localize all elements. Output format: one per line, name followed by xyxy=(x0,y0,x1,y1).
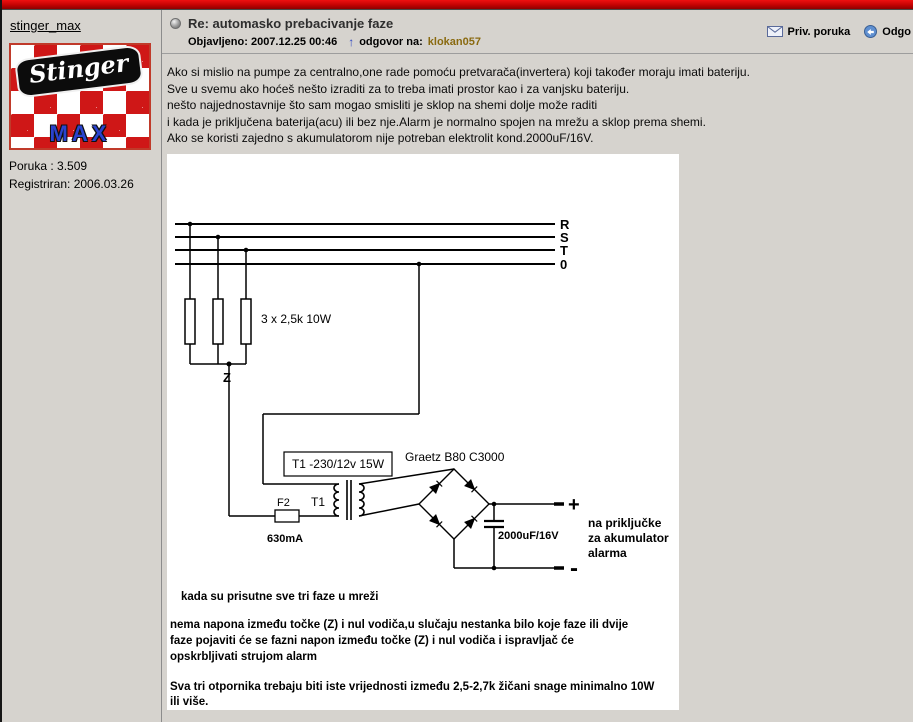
caption-line: ili više. xyxy=(170,695,209,708)
output-caption-line: alarma xyxy=(588,545,627,560)
author-username-link[interactable]: stinger_max xyxy=(10,18,81,33)
reply-to-user-link[interactable]: klokan057 xyxy=(427,35,481,48)
reply-up-arrow-icon[interactable]: ↑ xyxy=(348,34,355,49)
author-registered-date: Registriran: 2006.03.26 xyxy=(9,177,134,191)
post-bullet-icon xyxy=(170,18,181,29)
private-message-label: Priv. poruka xyxy=(787,25,851,38)
caption-line: nema napona između točke (Z) i nul vodiča,u slučaju nestanka bilo koje faze ili dvije xyxy=(170,618,629,631)
minus-terminal-label: - xyxy=(570,554,578,582)
z-node-label: Z xyxy=(223,369,231,385)
post-actions xyxy=(767,25,911,38)
post-header xyxy=(162,10,913,54)
post-body xyxy=(162,54,913,147)
output-caption-line: na priključke xyxy=(588,515,662,530)
fuse-value-label: 630mA xyxy=(267,532,304,545)
phase-label-s: S xyxy=(560,229,569,245)
post-body-line: i kada je priključena baterija(acu) ili bez nje.Alarm je normalno spojen na mrežu a sklop prema shemi. xyxy=(167,114,706,129)
avatar-max-text: MAX xyxy=(49,121,111,146)
reply-button[interactable] xyxy=(864,25,911,38)
phase-label-r: R xyxy=(560,216,570,232)
author-avatar xyxy=(9,43,151,150)
post-title: Re: automasko prebacivanje faze xyxy=(188,16,394,31)
post-body-line: Ako se koristi zajedno s akumulatorom nije potreban elektrolit kond.2000uF/16V. xyxy=(167,131,594,145)
author-post-count: Poruka : 3.509 xyxy=(9,159,88,173)
transformer-spec-label: T1 -230/12v 15W xyxy=(291,456,385,471)
wires xyxy=(190,224,563,568)
resistor-symbols xyxy=(185,299,251,344)
resistor-bank-label: 3 x 2,5k 10W xyxy=(261,311,332,326)
post-published-timestamp: Objavljeno: 2007.12.25 00:46 xyxy=(188,35,338,48)
private-message-button[interactable] xyxy=(767,26,851,38)
phase-labels xyxy=(560,217,570,272)
caption-line: opskrbljivati strujom alarm xyxy=(170,650,317,663)
fuse-name-label: F2 xyxy=(277,496,290,509)
phase-label-t: T xyxy=(560,242,568,258)
bridge-rectifier-symbol xyxy=(419,469,489,539)
output-caption xyxy=(588,516,669,560)
envelope-icon xyxy=(767,26,783,37)
post-author-sidebar xyxy=(2,10,162,722)
avatar-stinger-text: Stinger xyxy=(14,44,144,98)
caption-line: kada su prisutne sve tri faze u mreži xyxy=(181,590,379,603)
fuse-symbol xyxy=(275,510,299,522)
bridge-label: Graetz B80 C3000 xyxy=(405,449,505,464)
post-panel xyxy=(162,10,913,722)
plus-terminal-label: + xyxy=(568,493,580,516)
caption-line: faze pojaviti će se fazni napon između točke (Z) i nul vodiča i ispravljač će xyxy=(170,634,574,647)
capacitor-value-label: 2000uF/16V xyxy=(498,529,559,542)
post-body-line: Sve u svemu ako hoćeš nešto izraditi za to treba imati prostor kao i za vanjsku bateriju. xyxy=(167,81,630,96)
top-accent-bar xyxy=(2,0,913,10)
reply-bubble-icon xyxy=(864,25,877,38)
caption-line: Sva tri otpornika trebaju biti iste vrijednosti između 2,5-2,7k žičani snage minimalno 10W xyxy=(170,680,655,693)
post-body-line: Ako si mislio na pumpe za centralno,one rade pomoću pretvarača(invertera) koji također moraju imati bateriju. xyxy=(167,65,750,79)
reply-label: Odgo xyxy=(882,25,911,38)
phase-label-0: 0 xyxy=(560,256,568,272)
reply-to-label: odgovor na: xyxy=(359,35,423,48)
phase-bus-lines xyxy=(175,224,555,264)
transformer-symbol xyxy=(334,480,364,520)
schematic-image xyxy=(167,154,679,710)
schematic-captions xyxy=(170,591,655,708)
post-body-line: nešto najjednostavnije što sam mogao smisliti je sklop na shemi dolje može raditi xyxy=(167,98,598,112)
page-layout xyxy=(2,10,913,722)
circuit-schematic xyxy=(167,154,679,710)
transformer-name-label: T1 xyxy=(311,494,326,509)
output-caption-line: za akumulator xyxy=(588,530,669,545)
capacitor-symbol xyxy=(484,521,504,527)
